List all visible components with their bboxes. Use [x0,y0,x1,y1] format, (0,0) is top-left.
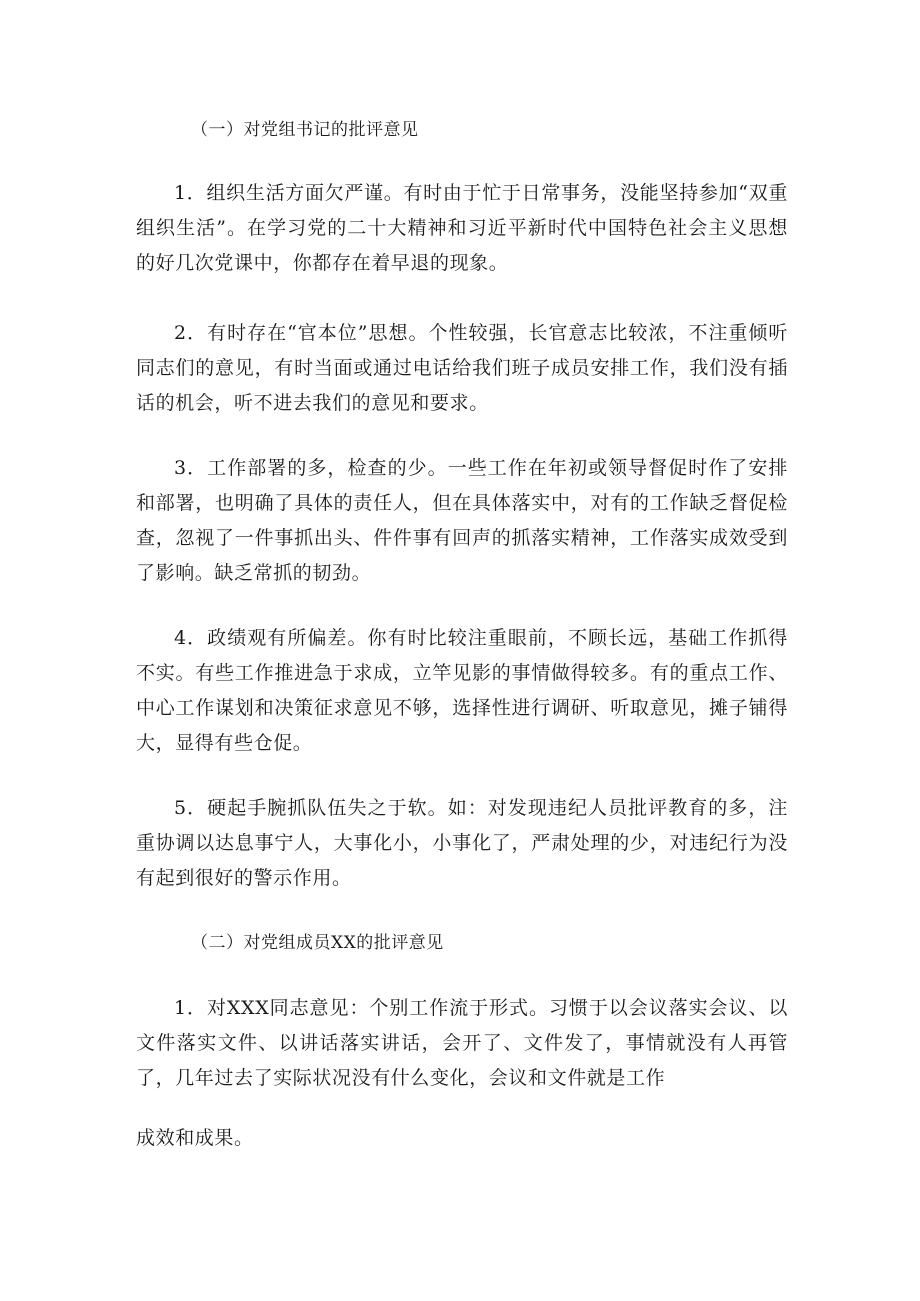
section1-paragraph-2: 2．有时存在“官本位”思想。个性较强，长官意志比较浓，不注重倾听同志们的意见，有时当面或通过电话给我们班子成员安排工作，我们没有插话的机会，听不进去我们的意见和要求。 [136,322,788,414]
section1-paragraph-4: 4．政绩观有所偏差。你有时比较注重眼前，不顾长远，基础工作抓得不实。有些工作推进急于求成，立竿见影的事情做得较多。有的重点工作、中心工作谋划和决策征求意见不够，选择性进行调研、听取意见，摊子铺得大，显得有些仓促。 [136,627,788,754]
section2-paragraph-1: 1．对XXX同志意见：个别工作流于形式。习惯于以会议落实会议、以文件落实文件、以讲话落实讲话，会开了、文件发了，事情就没有人再管了，几年过去了实际状况没有什么变化，会议和文件就是工作 [136,997,788,1089]
section2-heading: （二）对党组成员XX的批评意见 [191,933,444,953]
section2-paragraph-continuation: 成效和成果。 [136,1127,254,1149]
section1-heading: （一）对党组书记的批评意见 [191,120,419,140]
section1-paragraph-1: 1．组织生活方面欠严谨。有时由于忙于日常事务，没能坚持参加“双重组织生活”。在学习党的二十大精神和习近平新时代中国特色社会主义思想的好几次党课中，你都存在着早退的现象。 [136,182,788,274]
section1-paragraph-3: 3．工作部署的多，检查的少。一些工作在年初或领导督促时作了安排和部署，也明确了具体的责任人，但在具体落实中，对有的工作缺乏督促检查，忽视了一件事抓出头、件件事有回声的抓落实精神，工作落实成效受到了影响。缺乏常抓的韧劲。 [136,457,788,584]
section1-paragraph-5: 5．硬起手腕抓队伍失之于软。如：对发现违纪人员批评教育的多，注重协调以达息事宁人，大事化小，小事化了，严肃处理的少，对违纪行为没有起到很好的警示作用。 [136,797,788,889]
